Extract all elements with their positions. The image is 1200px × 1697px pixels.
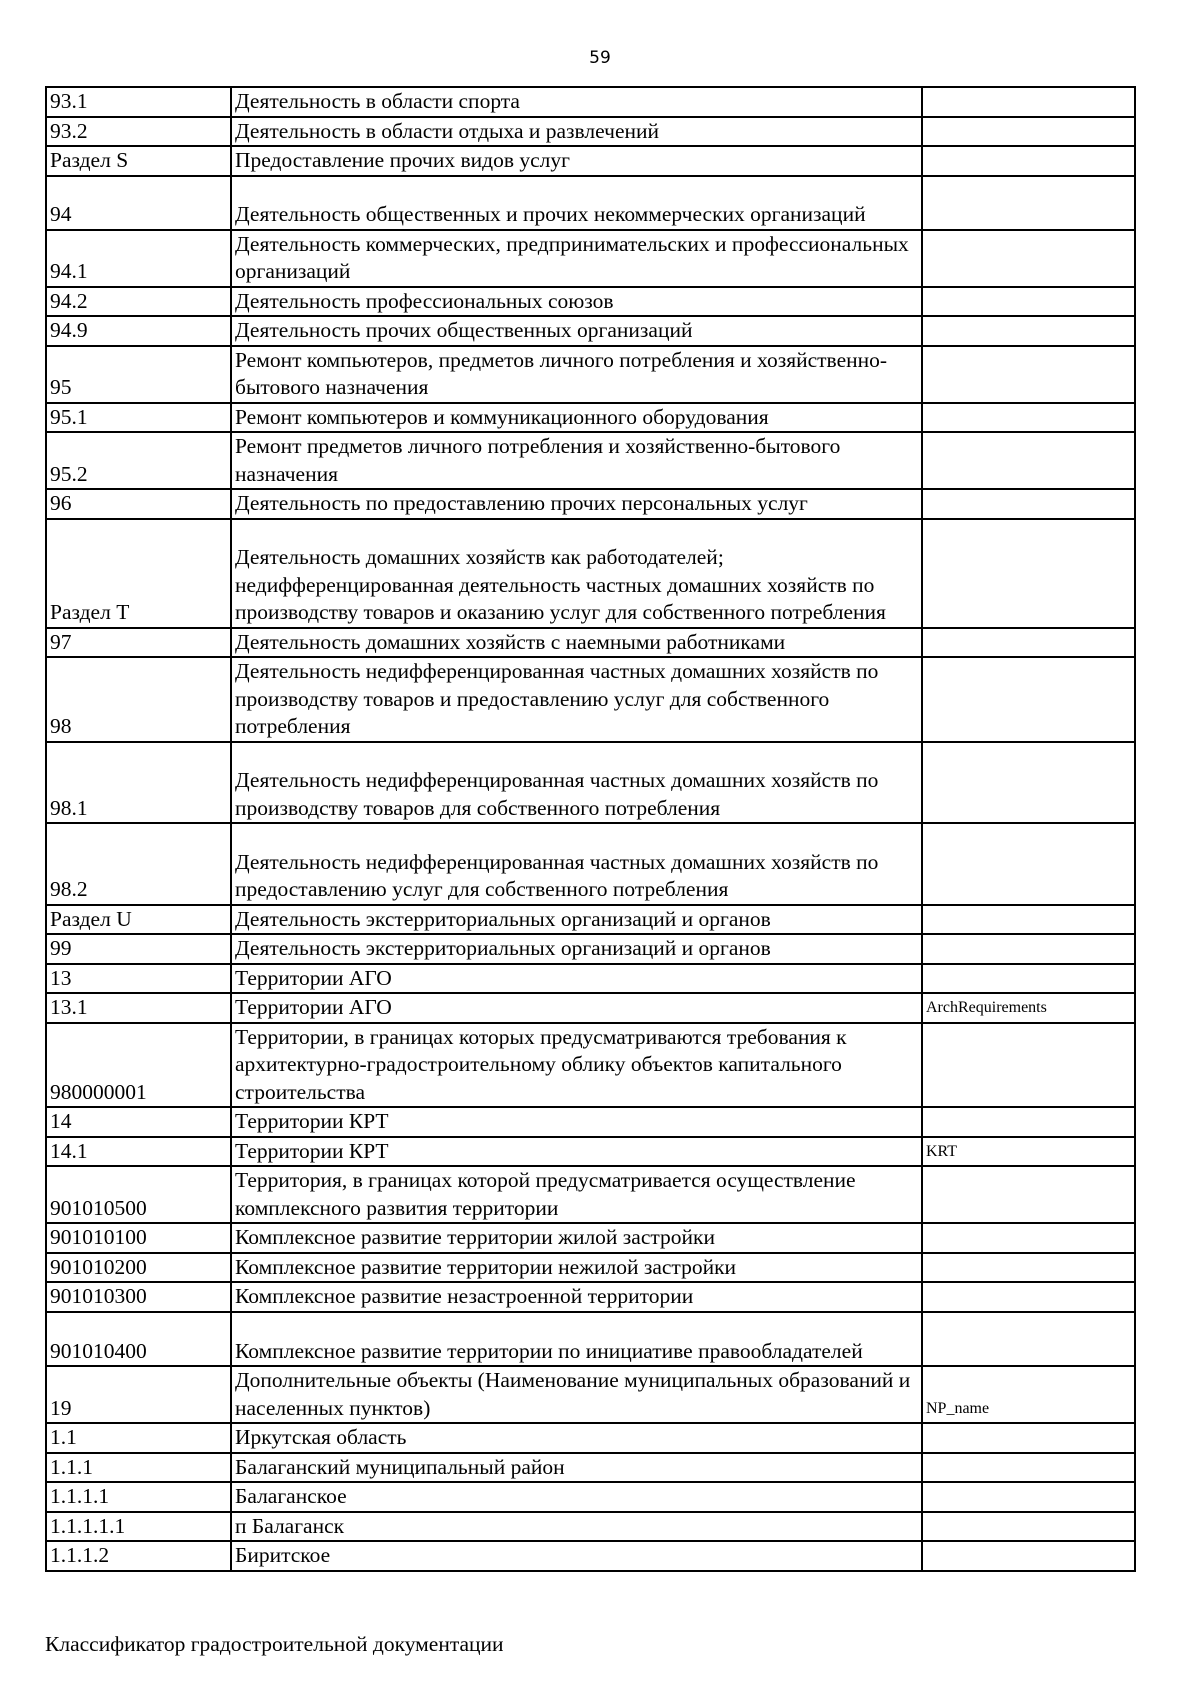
table-row <box>46 628 1135 658</box>
name-cell: Территории АГО <box>231 964 922 994</box>
table-row <box>46 1482 1135 1512</box>
layer-cell <box>922 432 1135 489</box>
table-row <box>46 905 1135 935</box>
layer-cell <box>922 1253 1135 1283</box>
layer-cell <box>922 1023 1135 1108</box>
table-row <box>46 934 1135 964</box>
code-cell: 98 <box>46 657 231 742</box>
table-row <box>46 176 1135 230</box>
name-cell: Деятельность недифференцированная частных домашних хозяйств по предоставлению услуг для собственного потребления <box>231 823 922 905</box>
name-cell: Территории АГО <box>231 993 922 1023</box>
layer-cell: NP_name <box>922 1366 1135 1423</box>
name-cell: Балаганское <box>231 1482 922 1512</box>
layer-cell <box>922 1512 1135 1542</box>
code-cell: 14 <box>46 1107 231 1137</box>
name-cell: Дополнительные объекты (Наименование муниципальных образований и населенных пунктов) <box>231 1366 922 1423</box>
name-cell: Деятельность домашних хозяйств как работодателей; недифференцированная деятельность частных домашних хозяйств по производству товаров и оказанию услуг для собственного потребления <box>231 519 922 628</box>
name-cell: Деятельность по предоставлению прочих персональных услуг <box>231 489 922 519</box>
code-cell: 901010300 <box>46 1282 231 1312</box>
name-cell: Комплексное развитие территории нежилой застройки <box>231 1253 922 1283</box>
code-cell: 98.2 <box>46 823 231 905</box>
layer-cell <box>922 489 1135 519</box>
layer-cell <box>922 934 1135 964</box>
table-row <box>46 1453 1135 1483</box>
table-row <box>46 823 1135 905</box>
table-row <box>46 117 1135 147</box>
name-cell: Комплексное развитие территории по инициативе правообладателей <box>231 1312 922 1366</box>
layer-cell: KRT <box>922 1137 1135 1167</box>
name-cell: Территории, в границах которых предусматриваются требования к архитектурно-градостроительному облику объектов капитального строительства <box>231 1023 922 1108</box>
code-cell: 96 <box>46 489 231 519</box>
code-cell: Раздел U <box>46 905 231 935</box>
layer-cell <box>922 519 1135 628</box>
layer-cell <box>922 905 1135 935</box>
code-cell: Раздел T <box>46 519 231 628</box>
layer-cell <box>922 403 1135 433</box>
classifier-table-body <box>46 87 1135 1571</box>
table-row <box>46 346 1135 403</box>
name-cell: Деятельность общественных и прочих некоммерческих организаций <box>231 176 922 230</box>
name-cell: Деятельность недифференцированная частных домашних хозяйств по производству товаров для собственного потребления <box>231 742 922 824</box>
table-row <box>46 1366 1135 1423</box>
code-cell: 19 <box>46 1366 231 1423</box>
name-cell: Деятельность профессиональных союзов <box>231 287 922 317</box>
code-cell: 97 <box>46 628 231 658</box>
layer-cell <box>922 1223 1135 1253</box>
table-row <box>46 1023 1135 1108</box>
name-cell: Биритское <box>231 1541 922 1571</box>
code-cell: 1.1.1.1.1 <box>46 1512 231 1542</box>
table-row <box>46 993 1135 1023</box>
classifier-table <box>45 86 1136 1572</box>
name-cell: Балаганский муниципальный район <box>231 1453 922 1483</box>
name-cell: Ремонт предметов личного потребления и хозяйственно-бытового назначения <box>231 432 922 489</box>
table-row <box>46 742 1135 824</box>
code-cell: 95.1 <box>46 403 231 433</box>
table-row <box>46 287 1135 317</box>
layer-cell <box>922 346 1135 403</box>
name-cell: Территории КРТ <box>231 1137 922 1167</box>
table-row <box>46 403 1135 433</box>
table-row <box>46 489 1135 519</box>
layer-cell <box>922 1312 1135 1366</box>
code-cell: 94 <box>46 176 231 230</box>
table-row <box>46 1541 1135 1571</box>
name-cell: Территории КРТ <box>231 1107 922 1137</box>
name-cell: Деятельность прочих общественных организаций <box>231 316 922 346</box>
layer-cell <box>922 1107 1135 1137</box>
code-cell: Раздел S <box>46 146 231 176</box>
name-cell: Деятельность недифференцированная частных домашних хозяйств по производству товаров и предоставлению услуг для собственного потребления <box>231 657 922 742</box>
layer-cell <box>922 742 1135 824</box>
layer-cell <box>922 146 1135 176</box>
code-cell: 94.9 <box>46 316 231 346</box>
name-cell: Деятельность коммерческих, предпринимательских и профессиональных организаций <box>231 230 922 287</box>
name-cell: Комплексное развитие незастроенной территории <box>231 1282 922 1312</box>
layer-cell <box>922 1423 1135 1453</box>
name-cell: Комплексное развитие территории жилой застройки <box>231 1223 922 1253</box>
code-cell: 95.2 <box>46 432 231 489</box>
layer-cell: ArchRequirements <box>922 993 1135 1023</box>
name-cell: п Балаганск <box>231 1512 922 1542</box>
code-cell: 1.1 <box>46 1423 231 1453</box>
table-row <box>46 1512 1135 1542</box>
code-cell: 93.2 <box>46 117 231 147</box>
layer-cell <box>922 657 1135 742</box>
code-cell: 901010200 <box>46 1253 231 1283</box>
table-row <box>46 1223 1135 1253</box>
name-cell: Деятельность в области спорта <box>231 87 922 117</box>
table-row <box>46 230 1135 287</box>
table-row <box>46 87 1135 117</box>
table-row <box>46 1312 1135 1366</box>
table-row <box>46 146 1135 176</box>
table-row <box>46 519 1135 628</box>
code-cell: 1.1.1.2 <box>46 1541 231 1571</box>
table-row <box>46 964 1135 994</box>
layer-cell <box>922 628 1135 658</box>
layer-cell <box>922 230 1135 287</box>
name-cell: Иркутская область <box>231 1423 922 1453</box>
code-cell: 901010500 <box>46 1166 231 1223</box>
code-cell: 901010400 <box>46 1312 231 1366</box>
layer-cell <box>922 964 1135 994</box>
name-cell: Деятельность в области отдыха и развлечений <box>231 117 922 147</box>
code-cell: 94.2 <box>46 287 231 317</box>
name-cell: Деятельность экстерриториальных организаций и органов <box>231 905 922 935</box>
code-cell: 94.1 <box>46 230 231 287</box>
table-row <box>46 1253 1135 1283</box>
name-cell: Ремонт компьютеров, предметов личного потребления и хозяйственно-бытового назначения <box>231 346 922 403</box>
layer-cell <box>922 1482 1135 1512</box>
name-cell: Предоставление прочих видов услуг <box>231 146 922 176</box>
code-cell: 901010100 <box>46 1223 231 1253</box>
layer-cell <box>922 117 1135 147</box>
code-cell: 14.1 <box>46 1137 231 1167</box>
layer-cell <box>922 316 1135 346</box>
layer-cell <box>922 1453 1135 1483</box>
code-cell: 95 <box>46 346 231 403</box>
document-footer: Классификатор градостроительной документации <box>45 1632 504 1656</box>
table-row <box>46 432 1135 489</box>
code-cell: 93.1 <box>46 87 231 117</box>
layer-cell <box>922 1166 1135 1223</box>
layer-cell <box>922 1541 1135 1571</box>
layer-cell <box>922 87 1135 117</box>
table-row <box>46 316 1135 346</box>
page-number: 59 <box>589 48 611 68</box>
table-row <box>46 1137 1135 1167</box>
code-cell: 1.1.1.1 <box>46 1482 231 1512</box>
name-cell: Деятельность домашних хозяйств с наемными работниками <box>231 628 922 658</box>
code-cell: 98.1 <box>46 742 231 824</box>
table-row <box>46 657 1135 742</box>
code-cell: 13.1 <box>46 993 231 1023</box>
name-cell: Территория, в границах которой предусматривается осуществление комплексного развития территории <box>231 1166 922 1223</box>
table-row <box>46 1166 1135 1223</box>
layer-cell <box>922 1282 1135 1312</box>
table-row <box>46 1282 1135 1312</box>
code-cell: 13 <box>46 964 231 994</box>
layer-cell <box>922 823 1135 905</box>
name-cell: Деятельность экстерриториальных организаций и органов <box>231 934 922 964</box>
layer-cell <box>922 287 1135 317</box>
code-cell: 1.1.1 <box>46 1453 231 1483</box>
table-row <box>46 1423 1135 1453</box>
layer-cell <box>922 176 1135 230</box>
code-cell: 980000001 <box>46 1023 231 1108</box>
code-cell: 99 <box>46 934 231 964</box>
name-cell: Ремонт компьютеров и коммуникационного оборудования <box>231 403 922 433</box>
table-row <box>46 1107 1135 1137</box>
